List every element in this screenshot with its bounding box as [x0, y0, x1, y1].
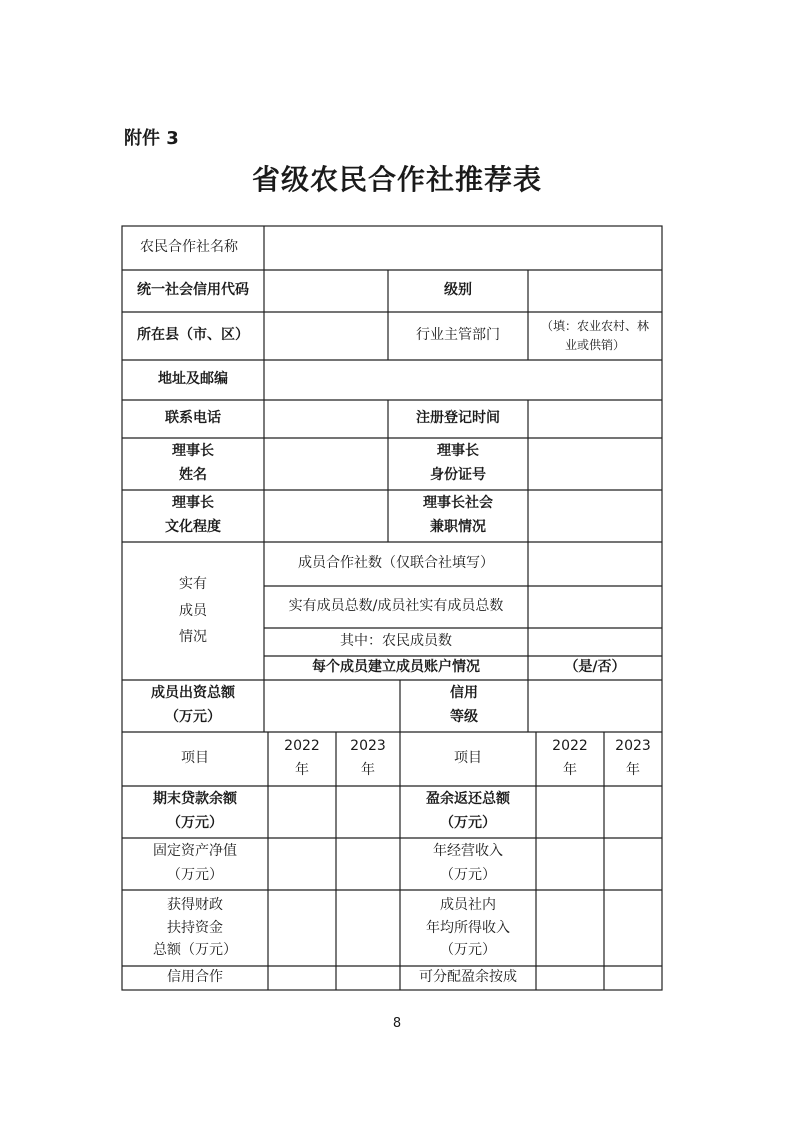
accounts-field[interactable]: （是/否） — [564, 659, 626, 676]
level-label: 级别 — [444, 282, 472, 299]
address-label: 地址及邮编 — [158, 371, 228, 388]
member-coops-field[interactable] — [528, 542, 662, 586]
member-total-label: 实有成员总数/成员社实有成员总数 — [288, 598, 504, 615]
chair-name-label: 理事长 姓名 — [172, 443, 214, 483]
subsidy-label: 获得财政 扶持资金 总额（万元） — [153, 897, 237, 959]
revenue-2022-field[interactable] — [536, 838, 604, 890]
chair-name-field[interactable] — [264, 438, 388, 490]
member-income-label: 成员社内 年均所得收入 （万元） — [426, 897, 510, 959]
item-header-left: 项目 — [181, 750, 209, 767]
surplus-return-2022-field[interactable] — [536, 786, 604, 838]
members-label: 实有 成员 情况 — [179, 576, 207, 646]
capital-label: 成员出资总额 （万元） — [151, 685, 235, 725]
year-2022-header-left: 2022 年 — [284, 738, 320, 778]
credit-code-field[interactable] — [264, 270, 388, 312]
county-label: 所在县（市、区） — [137, 327, 249, 344]
level-field[interactable] — [528, 270, 662, 312]
year-2022-header-right: 2022 年 — [552, 738, 588, 778]
revenue-label: 年经营收入 （万元） — [433, 843, 503, 883]
chair-edu-label: 理事长 文化程度 — [165, 495, 221, 535]
surplus-return-label: 盈余返还总额 （万元） — [426, 791, 510, 831]
year-2023-header-left: 2023 年 — [350, 738, 386, 778]
subsidy-2022-field[interactable] — [268, 890, 336, 966]
distributable-label: 可分配盈余按成 — [419, 969, 517, 986]
capital-field[interactable] — [264, 680, 400, 732]
chair-parttime-field[interactable] — [528, 490, 662, 542]
credit-rating-label: 信用 等级 — [450, 685, 478, 725]
member-coops-label: 成员合作社数（仅联合社填写） — [298, 555, 494, 572]
reg-time-label: 注册登记时间 — [416, 410, 500, 427]
page-number: 8 — [392, 1016, 402, 1031]
distributable-2022-field[interactable] — [536, 966, 604, 990]
member-income-2023-field[interactable] — [604, 890, 662, 966]
chair-edu-field[interactable] — [264, 490, 388, 542]
distributable-2023-field[interactable] — [604, 966, 662, 990]
farmer-members-label: 其中：农民成员数 — [340, 633, 452, 650]
farmer-members-field[interactable] — [528, 628, 662, 656]
credit-coop-2022-field[interactable] — [268, 966, 336, 990]
subsidy-2023-field[interactable] — [336, 890, 400, 966]
phone-label: 联系电话 — [165, 410, 221, 427]
surplus-return-2023-field[interactable] — [604, 786, 662, 838]
year-2023-header-right: 2023 年 — [615, 738, 651, 778]
net-assets-2022-field[interactable] — [268, 838, 336, 890]
net-assets-2023-field[interactable] — [336, 838, 400, 890]
coop-name-label: 农民合作社名称 — [140, 239, 238, 256]
coop-name-field[interactable] — [264, 226, 662, 270]
address-field[interactable] — [264, 360, 662, 400]
net-assets-label: 固定资产净值 （万元） — [153, 843, 237, 883]
chair-id-label: 理事长 身份证号 — [430, 443, 486, 483]
credit-coop-2023-field[interactable] — [336, 966, 400, 990]
item-header-right: 项目 — [454, 750, 482, 767]
county-field[interactable] — [264, 312, 388, 360]
credit-coop-label: 信用合作 — [167, 969, 223, 986]
chair-parttime-label: 理事长社会 兼职情况 — [423, 495, 493, 535]
credit-rating-field[interactable] — [528, 680, 662, 732]
reg-time-field[interactable] — [528, 400, 662, 438]
attachment-label: 附件 3 — [124, 128, 179, 149]
dept-hint[interactable]: （填：农业农村、林 业或供销） — [540, 318, 649, 352]
chair-id-field[interactable] — [528, 438, 662, 490]
member-total-field[interactable] — [528, 586, 662, 628]
accounts-label: 每个成员建立成员账户情况 — [312, 659, 480, 676]
member-income-2022-field[interactable] — [536, 890, 604, 966]
phone-field[interactable] — [264, 400, 388, 438]
loan-2022-field[interactable] — [268, 786, 336, 838]
loan-label: 期末贷款余额 （万元） — [153, 791, 237, 831]
loan-2023-field[interactable] — [336, 786, 400, 838]
revenue-2023-field[interactable] — [604, 838, 662, 890]
dept-label: 行业主管部门 — [416, 327, 500, 344]
form-title: 省级农民合作社推荐表 — [251, 163, 542, 196]
credit-code-label: 统一社会信用代码 — [137, 282, 249, 299]
